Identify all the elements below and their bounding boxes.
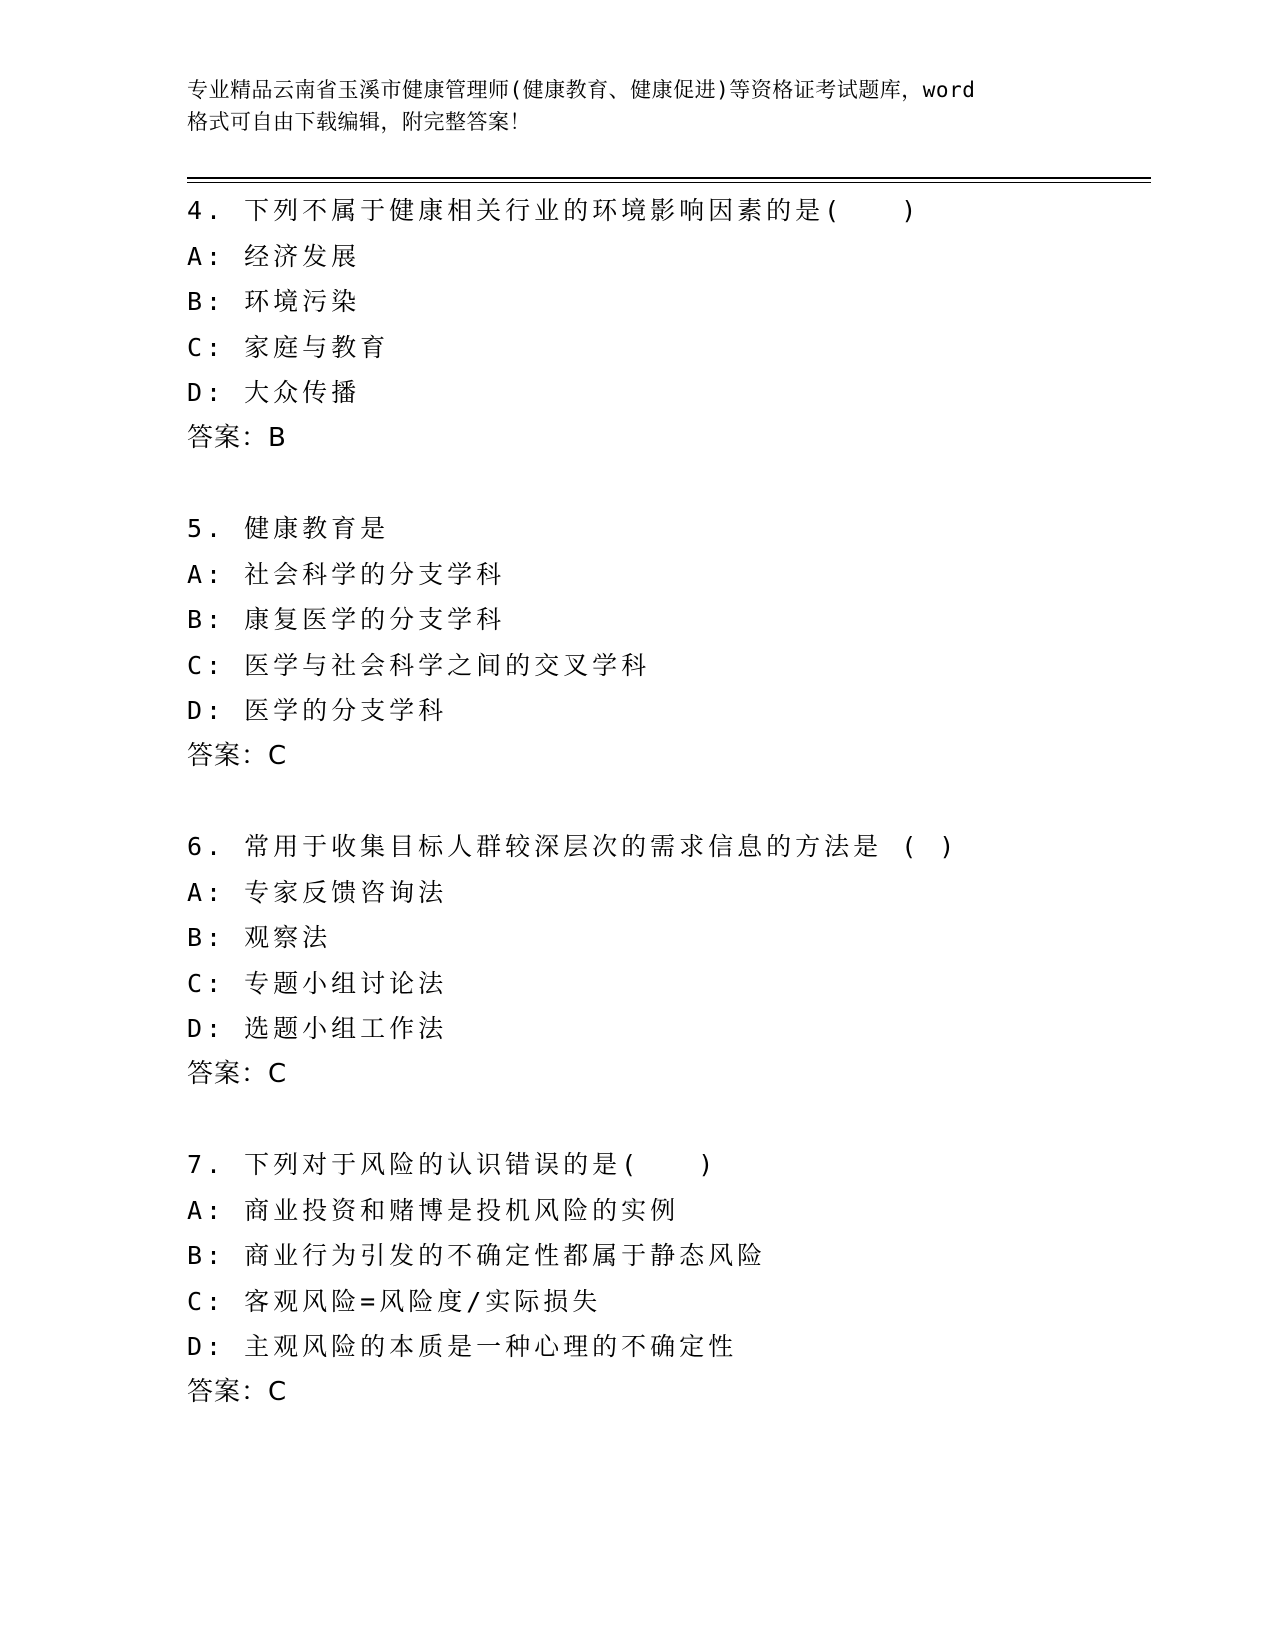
option-b: B: 观察法: [187, 923, 332, 952]
option-a: A: 经济发展: [187, 241, 361, 271]
option-c: C: 家庭与教育: [187, 332, 390, 362]
answer-label: 答案：C: [187, 740, 288, 771]
option-b: B: 康复医学的分支学科: [187, 605, 506, 634]
header-line-1: 专业精品云南省玉溪市健康管理师(健康教育、健康促进)等资格证考试题库，word: [187, 78, 976, 102]
option-c: C: 医学与社会科学之间的交叉学科: [187, 650, 651, 680]
answer-label: 答案：C: [187, 1058, 288, 1089]
question-item: [187, 188, 1151, 506]
question-item: [187, 506, 1151, 824]
option-d: D: 主观风险的本质是一种心理的不确定性: [187, 1332, 738, 1361]
header-divider-thick: [187, 177, 1151, 179]
option-d: D: 选题小组工作法: [187, 1014, 448, 1043]
header-divider-thin: [187, 182, 1151, 183]
option-a: A: 专家反馈咨询法: [187, 877, 448, 907]
question-item: [187, 1142, 1151, 1460]
question-stem: 7. 下列对于风险的认识错误的是( ): [187, 1150, 718, 1179]
question-item: [187, 824, 1151, 1142]
option-d: D: 医学的分支学科: [187, 696, 448, 725]
answer-label: 答案：C: [187, 1376, 288, 1407]
option-c: C: 客观风险=风险度/实际损失: [187, 1286, 602, 1316]
question-stem: 5. 健康教育是: [187, 514, 390, 543]
answer-label: 答案：B: [187, 422, 287, 453]
option-c: C: 专题小组讨论法: [187, 968, 448, 998]
option-d: D: 大众传播: [187, 378, 361, 407]
document-header: [187, 74, 1087, 138]
option-b: B: 环境污染: [187, 287, 361, 316]
option-a: A: 社会科学的分支学科: [187, 559, 506, 589]
question-stem: 4. 下列不属于健康相关行业的环境影响因素的是( ): [187, 196, 921, 225]
option-b: B: 商业行为引发的不确定性都属于静态风险: [187, 1241, 767, 1270]
header-line-2: 格式可自由下载编辑，附完整答案！: [187, 110, 531, 134]
option-a: A: 商业投资和赌博是投机风险的实例: [187, 1195, 680, 1225]
question-list: [187, 188, 1151, 1460]
question-stem: 6. 常用于收集目标人群较深层次的需求信息的方法是 ( ): [187, 832, 959, 861]
